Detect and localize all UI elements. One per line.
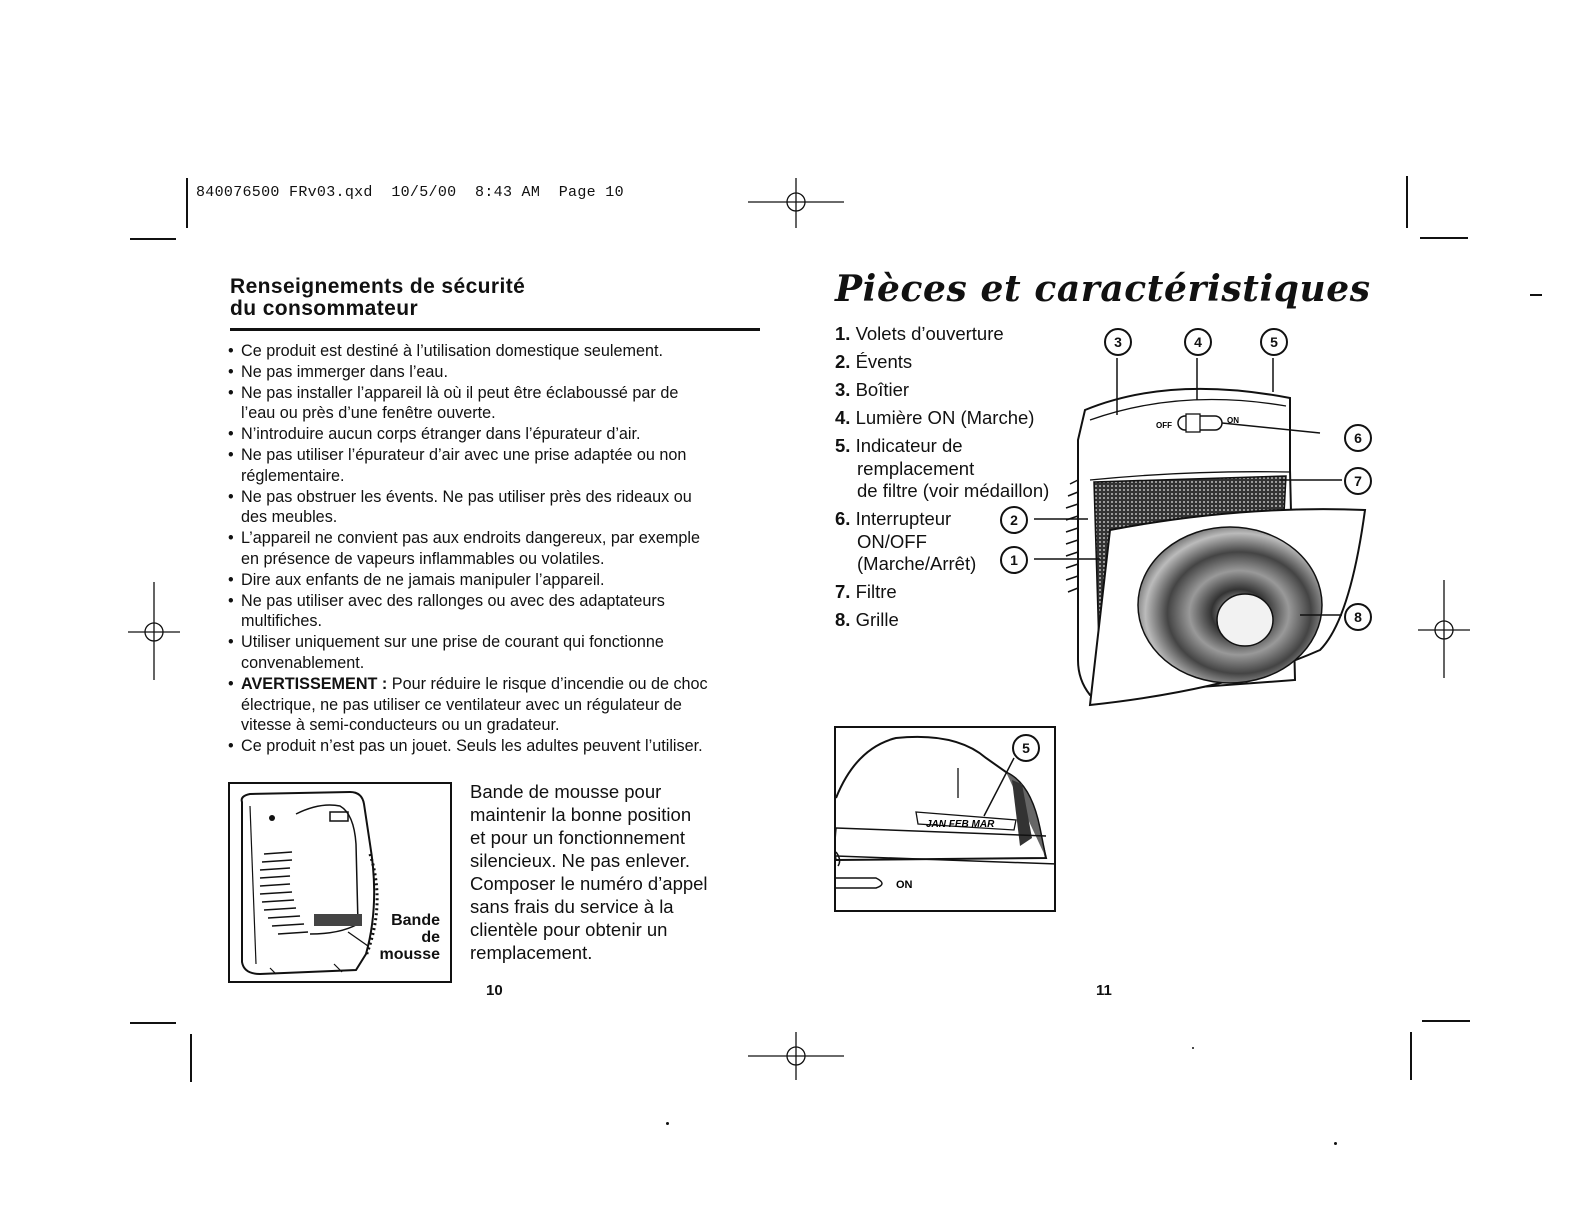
- callout-2: 2: [1000, 506, 1028, 534]
- part-item: 6. Interrupteur ON/OFF (Marche/Arrêt): [835, 508, 977, 574]
- speck: [1530, 294, 1542, 296]
- parts-title: Pièces et caractéristiques: [835, 268, 1371, 310]
- registration-mark-top: [748, 178, 848, 230]
- part-item: 5. Indicateur de remplacement de filtre (voir médaillon): [835, 435, 1050, 501]
- safety-item: • Dire aux enfants de ne jamais manipuler l’appareil.: [228, 570, 768, 591]
- part-item: 1. Volets d’ouverture: [835, 323, 1004, 344]
- switch-on-label: ON: [1227, 416, 1239, 425]
- callout-4: 4: [1184, 328, 1212, 356]
- part-item: 8. Grille: [835, 609, 899, 630]
- registration-mark-left: [128, 582, 182, 682]
- page-number-left: 10: [486, 982, 503, 999]
- filter-indicator-inset: [834, 726, 1056, 912]
- safety-item: • L’appareil ne convient pas aux endroits dangereux, par exemple en présence de vapeurs inflammables ou volatiles.: [228, 528, 768, 570]
- inset-months-label: JAN FEB MAR: [926, 819, 995, 830]
- file-slug: 840076500 FRv03.qxd 10/5/00 8:43 AM Page 10: [196, 184, 624, 201]
- safety-item: • Ce produit n’est pas un jouet. Seuls les adultes peuvent l’utiliser.: [228, 736, 768, 757]
- safety-item: • Ne pas obstruer les évents. Ne pas utiliser près des rideaux ou des meubles.: [228, 487, 768, 529]
- purifier-diagram: [990, 320, 1390, 720]
- safety-item: • N’introduire aucun corps étranger dans l’épurateur d’air.: [228, 424, 768, 445]
- speck: [666, 1122, 669, 1125]
- safety-item: • Ne pas immerger dans l’eau.: [228, 362, 768, 383]
- callout-8: 8: [1344, 603, 1372, 631]
- part-item: 7. Filtre: [835, 581, 897, 602]
- callout-3: 3: [1104, 328, 1132, 356]
- callout-5: 5: [1260, 328, 1288, 356]
- registration-mark-right: [1418, 580, 1472, 680]
- inset-on-label: ON: [896, 879, 913, 891]
- safety-item: • Ne pas installer l’appareil là où il peut être éclaboussé par de l’eau ou près d’une fenêtre ouverte.: [228, 383, 768, 425]
- part-item: 4. Lumière ON (Marche): [835, 407, 1035, 428]
- safety-item: • Ne pas utiliser avec des rallonges ou avec des adaptateurs multifiches.: [228, 591, 768, 633]
- safety-item: • Ne pas utiliser l’épurateur d’air avec une prise adaptée ou non réglementaire.: [228, 445, 768, 487]
- part-item: 3. Boîtier: [835, 379, 910, 400]
- speck: [1192, 1047, 1194, 1049]
- safety-list: [228, 341, 768, 757]
- safety-item-warning: • AVERTISSEMENT : Pour réduire le risque d’incendie ou de choc électrique, ne pas utiliser ce ventilateur avec un régulateur de vitesse à semi-conducteurs ou un gradateur.: [228, 674, 768, 736]
- foam-label: Bande de mousse: [379, 912, 440, 963]
- foam-strip-illustration: [228, 782, 452, 983]
- safety-item: • Ce produit est destiné à l’utilisation domestique seulement.: [228, 341, 768, 362]
- foam-description: Bande de mousse pour maintenir la bonne position et pour un fonctionnement silencieux. Ne pas enlever. Composer le numéro d’appel sans frais du service à la clientèle pour obtenir un remplacement.: [470, 781, 708, 963]
- switch-off-label: OFF: [1156, 421, 1172, 430]
- callout-6: 6: [1344, 424, 1372, 452]
- heading-rule: [230, 328, 760, 331]
- speck: [1334, 1142, 1337, 1145]
- callout-1: 1: [1000, 546, 1028, 574]
- registration-mark-bottom: [748, 1030, 848, 1082]
- inset-callout-5: 5: [1012, 734, 1040, 762]
- page-number-right: 11: [1096, 982, 1112, 999]
- part-item: 2. Évents: [835, 351, 913, 372]
- callout-7: 7: [1344, 467, 1372, 495]
- safety-item: • Utiliser uniquement sur une prise de courant qui fonctionne convenablement.: [228, 632, 768, 674]
- safety-heading: Renseignements de sécurité du consommateur: [230, 275, 526, 320]
